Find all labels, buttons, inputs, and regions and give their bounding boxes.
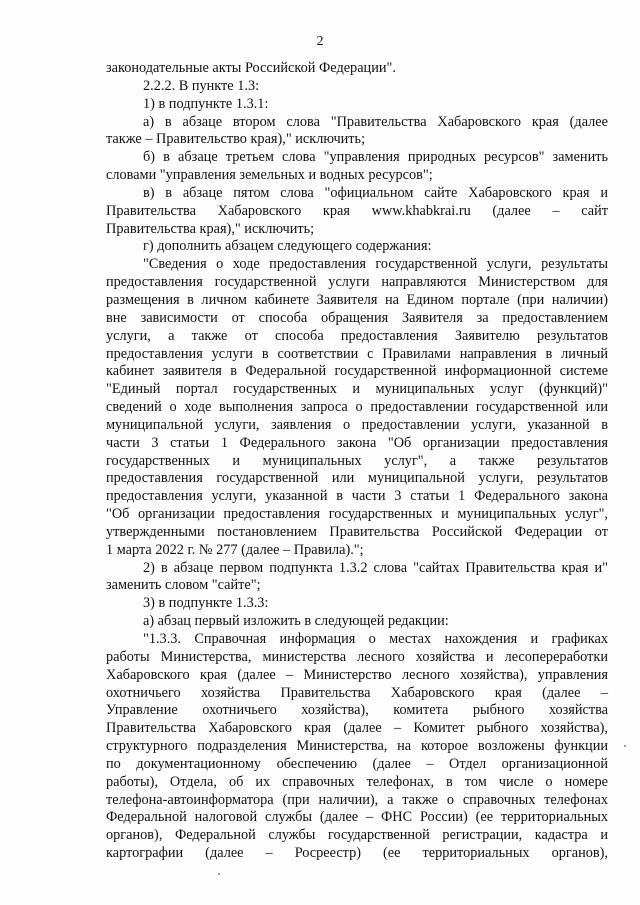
text-line: 1) в подпункте 1.3.1: bbox=[143, 95, 269, 112]
text-line: 1 марта 2022 г. № 277 (далее – Правила)."; bbox=[106, 541, 364, 558]
text-line: в) в абзаце пятом слова "официальном сайте Хабаровского края и bbox=[143, 184, 608, 201]
text-line: "Об организации предоставления государственных и муниципальных услуг", bbox=[106, 506, 608, 523]
text-line: а) в абзаце втором слова "Правительства Хабаровского края (далее bbox=[143, 113, 608, 130]
text-line: также – Правительство края)," исключить; bbox=[106, 131, 366, 148]
text-line: части 3 статьи 1 Федерального закона "Об организации предоставления bbox=[106, 434, 608, 451]
text-line: размещения в личном кабинете Заявителя на Едином портале (при наличии) bbox=[106, 291, 608, 308]
text-line: Хабаровского края (далее – Министерство лесного хозяйства), управления bbox=[106, 666, 608, 683]
text-line: предоставления услуги в соответствии с Правилами направления в личный bbox=[106, 345, 608, 362]
scan-speck bbox=[218, 873, 220, 875]
text-line: работы), Отдела, об их справочных телефонах, в том числе о номере bbox=[106, 773, 608, 790]
text-line: Правительства Хабаровского края www.khabkrai.ru (далее – сайт bbox=[106, 202, 608, 219]
text-line: "Сведения о ходе предоставления государственной услуги, результаты bbox=[143, 256, 608, 273]
text-line: сведений о ходе выполнения запроса о предоставлении государственной или bbox=[106, 399, 608, 416]
text-line: г) дополнить абзацем следующего содержания: bbox=[143, 238, 432, 255]
text-line: по документационному обеспечению (далее – Отдел организационной bbox=[106, 755, 608, 772]
text-line: заменить словом "сайте"; bbox=[106, 577, 261, 594]
text-line: предоставления государственной услуги направляются Министерством для bbox=[106, 274, 608, 291]
text-line: Федеральной налоговой службы (далее – ФНС России) (ее территориальных bbox=[106, 809, 608, 826]
text-line: государственных и муниципальных услуг", а также результатов bbox=[106, 452, 608, 469]
text-line: "1.3.3. Справочная информация о местах нахождения и графиках bbox=[143, 631, 608, 647]
scan-speck bbox=[624, 745, 626, 747]
text-line: словами "управления земельных и водных ресурсов"; bbox=[106, 167, 433, 184]
text-line: структурного подразделения Министерства, на которое возложены функции bbox=[106, 738, 608, 755]
text-line: охотничьего хозяйства Правительства Хабаровского края (далее – bbox=[106, 684, 608, 701]
text-line: телефона-автоинформатора (при наличии), а также о справочных телефонах bbox=[106, 791, 608, 808]
text-line: картографии (далее – Росреестр) (ее территориальных органов), bbox=[106, 845, 608, 862]
text-line: предоставления государственной или муниципальной услуги, результатов bbox=[106, 470, 608, 487]
text-line: 2.2.2. В пункте 1.3: bbox=[143, 77, 260, 94]
text-line: услуги, а также от способа предоставления Заявителю результатов bbox=[106, 327, 608, 344]
text-line: б) в абзаце третьем слова "управления природных ресурсов" заменить bbox=[143, 149, 608, 166]
text-line: органов), Федеральной службы государственной регистрации, кадастра и bbox=[106, 827, 608, 844]
text-line: а) абзац первый изложить в следующей редакции: bbox=[143, 613, 449, 630]
text-line: вне зависимости от способа обращения Заявителя за предоставлением bbox=[106, 309, 608, 326]
text-line: 2) в абзаце первом подпункта 1.3.2 слова "сайтах Правительства края и" bbox=[143, 559, 608, 576]
page-number: 2 bbox=[316, 34, 324, 49]
text-line: Управление охотничьего хозяйства), комитета рыбного хозяйства bbox=[106, 702, 608, 719]
text-line: работы Министерства, министерства лесного хозяйства и лесопереработки bbox=[106, 648, 608, 665]
text-line: "Единый портал государственных и муниципальных услуг (функций)" bbox=[106, 381, 608, 398]
text-line: 3) в подпункте 1.3.3: bbox=[143, 595, 269, 612]
text-line: муниципальной услуги, заявления о предоставлении услуги, указанной в bbox=[106, 416, 608, 433]
text-line: кабинет заявителя в Федеральной государственной информационной системе bbox=[106, 363, 608, 380]
text-line: предоставления услуги, указанной в части 3 статьи 1 Федерального закона bbox=[106, 488, 608, 505]
document-body bbox=[106, 60, 608, 863]
text-line: Правительства Хабаровского края (далее – Комитет рыбного хозяйства), bbox=[106, 720, 608, 737]
text-line: утвержденными постановлением Правительства Российской Федерации от bbox=[106, 523, 608, 540]
text-line: Правительства края)," исключить; bbox=[106, 220, 315, 237]
text-line: законодательные акты Российской Федерации". bbox=[106, 60, 396, 76]
